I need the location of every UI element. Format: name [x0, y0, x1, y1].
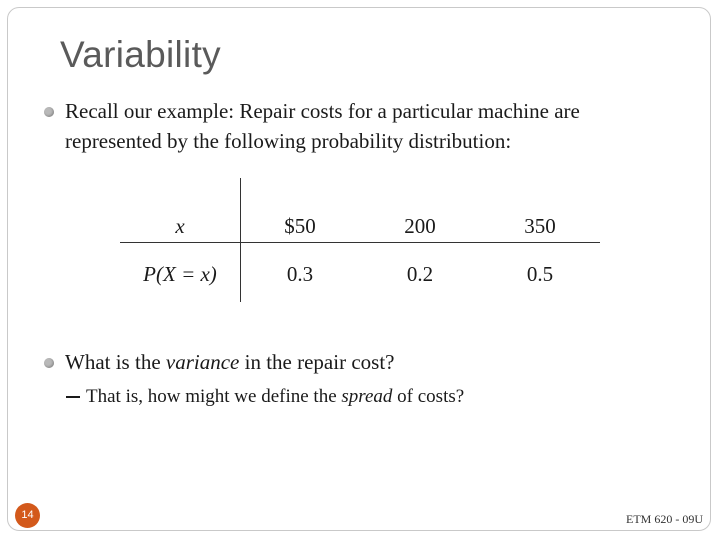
table-cell: 200 — [404, 214, 436, 238]
table-cell: $50 — [284, 214, 316, 238]
bullet-icon — [44, 358, 54, 368]
table-cell: 350 — [524, 214, 556, 238]
intro-line-1: Recall our example: Repair costs for a particular machine are — [65, 99, 580, 123]
slide-frame — [7, 7, 711, 531]
sub-emphasis: spread — [341, 386, 393, 407]
dash-icon — [66, 396, 80, 398]
table-row-label-x: x — [175, 214, 185, 238]
table-cell: 0.2 — [406, 262, 434, 286]
table-cell: 0.3 — [286, 262, 314, 286]
bullet-icon — [44, 107, 54, 117]
question-post: in the repair cost? — [239, 350, 395, 374]
question-pre: What is the — [65, 350, 166, 374]
table-row-label-probability: P(X = x) — [143, 262, 217, 286]
bullet-text-intro — [65, 96, 685, 156]
question-emphasis: variance — [165, 350, 240, 374]
sub-bullet — [66, 386, 666, 408]
table-cell: 0.5 — [526, 262, 554, 286]
intro-line-2: represented by the following probability distribution: — [65, 129, 512, 153]
table-vertical-divider — [240, 178, 241, 302]
slide-title: Variability — [60, 34, 221, 75]
bullet-text-question — [65, 347, 685, 377]
sub-post: of costs? — [392, 386, 465, 407]
footer-course-code: ETM 620 - 09U — [626, 512, 703, 526]
table-horizontal-divider — [120, 242, 600, 243]
sub-pre: That is, how might we define the — [86, 386, 342, 407]
page-number-badge: 14 — [15, 503, 40, 528]
